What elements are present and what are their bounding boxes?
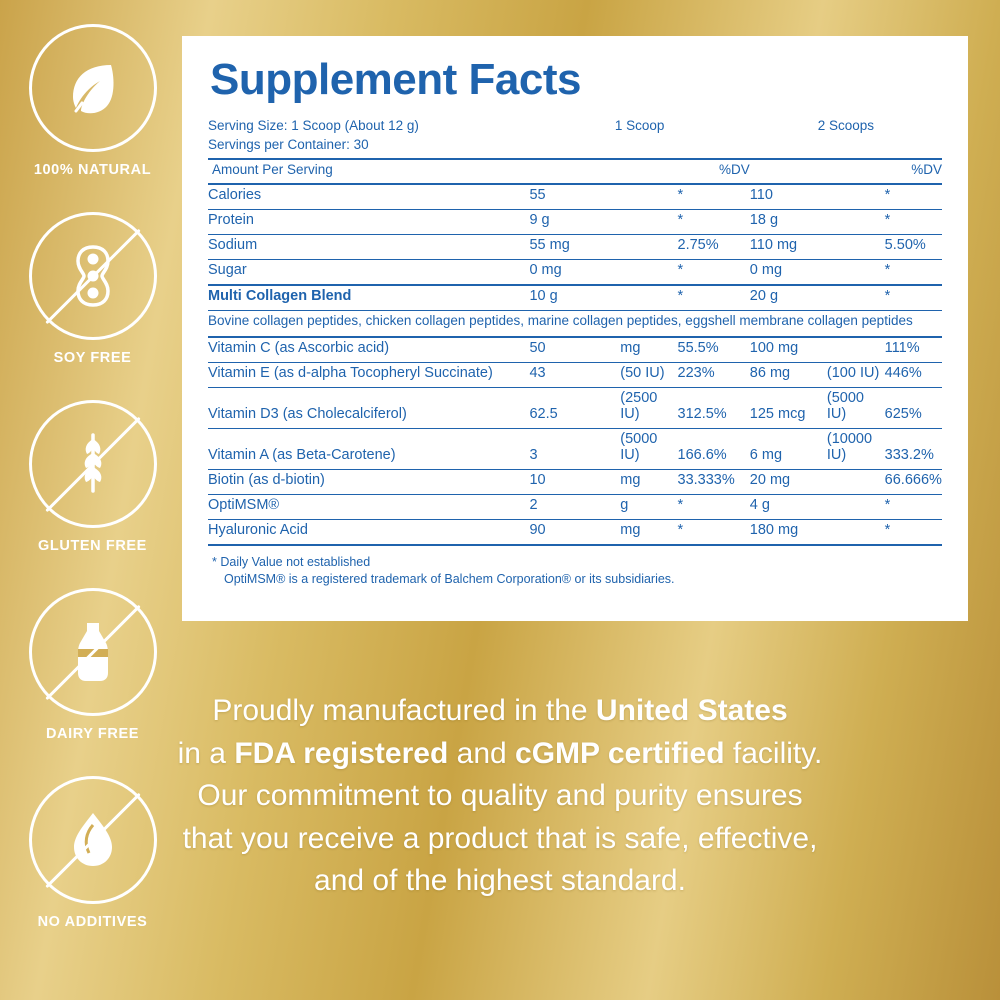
nutrient-source: (as Cholecalciferol) [282, 405, 407, 422]
footnote-dv: * Daily Value not established [212, 554, 371, 569]
nutrient-source: (as d-alpha Tocopheryl Succinate) [273, 364, 493, 381]
amount-1: 2 [529, 496, 538, 513]
amount-2: 125 mcg [749, 405, 806, 422]
header-scoop-1: 1 Scoop [614, 118, 665, 133]
dv-1: 223% [677, 364, 715, 381]
amount-1-unit: mg [620, 521, 641, 538]
blend-name: Multi Collagen Blend [208, 288, 352, 304]
badge-label: NO ADDITIVES [37, 914, 148, 930]
table-row [208, 428, 942, 465]
dv-2: 5.50% [884, 237, 926, 253]
amount-2-alt [827, 519, 885, 540]
dv-1: 2.75% [677, 237, 719, 253]
dv-1: * [677, 262, 684, 278]
table-row [208, 210, 942, 231]
amount-per-serving-row [208, 159, 942, 179]
dv-2: 66.666% [884, 471, 942, 488]
table-row [208, 184, 942, 205]
table-row [208, 387, 942, 424]
claim-line-5: and of the highest standard. [314, 864, 686, 898]
nutrient-name: Biotin [208, 471, 245, 488]
claim-united-states: United States [595, 694, 788, 727]
claim-line-1 [150, 690, 850, 733]
claim-line-4: that you receive a product that is safe, effective, [182, 821, 818, 855]
serving-size: Serving Size: 1 Scoop (About 12 g) [208, 118, 419, 133]
nutrient-name: Hyaluronic Acid [208, 521, 308, 538]
badge-ring [29, 776, 157, 904]
badge-label: 100% NATURAL [33, 162, 152, 178]
blend-description: Bovine collagen peptides, chicken collagen peptides, marine collagen peptides, eggshell membrane collagen peptides [208, 313, 913, 328]
amount-1-alt: (5000 IU) [620, 430, 658, 463]
amount-2: 0 mg [749, 262, 783, 278]
amount-2-alt [827, 469, 885, 490]
amount-2: 110 [749, 187, 773, 203]
amount-1: 10 [529, 471, 546, 488]
claim-line-2 [150, 733, 850, 776]
amount-2: 6 mg [749, 446, 783, 463]
table-row [208, 494, 942, 515]
table-row-blend [208, 285, 942, 306]
dv-1: * [677, 496, 684, 513]
amount-1: 43 [529, 364, 546, 381]
dv-2: * [884, 496, 891, 513]
badge-ring [29, 588, 157, 716]
claim-line-2a: in a [177, 736, 235, 770]
amount-1: 62.5 [529, 405, 558, 422]
serving-size-row [208, 116, 942, 135]
dv-2: * [884, 187, 891, 203]
amount-2-alt: (10000 IU) [826, 430, 873, 463]
amount-2-alt: (5000 IU) [826, 389, 864, 422]
dv-1: * [677, 187, 684, 203]
nutrient-name: OptiMSM® [208, 496, 280, 513]
amount-2: 4 g [749, 496, 770, 513]
header-scoop-2: 2 Scoops [817, 118, 875, 133]
dv-header-1: %DV [719, 162, 750, 177]
amount-2-alt [827, 494, 885, 515]
amount-2-alt: (100 IU) [826, 364, 880, 381]
amount-2: 180 mg [749, 521, 799, 538]
dv-1: 166.6% [677, 446, 727, 463]
claim-cgmp: cGMP certified [515, 736, 725, 770]
manufacturing-claim [150, 690, 850, 903]
badge-soy-free [0, 212, 185, 400]
amount-1-alt: (2500 IU) [620, 389, 658, 422]
servings-per-container-row [208, 135, 942, 154]
badge-gluten-free [0, 400, 185, 588]
badge-label: GLUTEN FREE [38, 538, 147, 554]
dv-header-2: %DV [911, 162, 942, 177]
amount-1: 50 [529, 339, 546, 356]
dv-2: 446% [884, 364, 922, 381]
amount-2: 110 mg [749, 237, 798, 253]
page-title: Supplement Facts [210, 55, 581, 104]
nutrient-name: Protein [208, 212, 254, 228]
nutrient-name: Sugar [208, 262, 247, 278]
amount-1-unit: mg [620, 471, 641, 488]
badge-ring [29, 400, 157, 528]
dv-1: 312.5% [677, 405, 727, 422]
table-row [208, 519, 942, 540]
nutrient-name: Vitamin C [208, 339, 271, 356]
claim-line-2e: facility. [724, 736, 823, 770]
nutrient-name: Vitamin A [208, 446, 269, 463]
dv-1: 55.5% [677, 339, 719, 356]
footnote-trademark: OptiMSM® is a registered trademark of Balchem Corporation® or its subsidiaries. [224, 571, 675, 586]
dv-1: 33.333% [677, 471, 735, 488]
badge-label: DAIRY FREE [45, 726, 139, 742]
amount-2: 20 mg [749, 471, 791, 488]
table-row [208, 469, 942, 490]
nutrient-source: (as d-biotin) [248, 471, 325, 488]
amount-2: 86 mg [749, 364, 791, 381]
supplement-facts-panel [182, 36, 968, 621]
claim-line-2c: and [448, 736, 516, 770]
nutrient-source: (as Beta-Carotene) [272, 446, 396, 463]
dv-2: * [884, 521, 891, 538]
dv-2: * [884, 262, 891, 278]
amount-1-unit: mg [620, 339, 641, 356]
amount-2: 100 mg [749, 339, 799, 356]
dv-2: * [884, 212, 891, 228]
leaf-icon [56, 51, 130, 125]
badge-ring [29, 24, 157, 152]
nutrient-name: Vitamin E [208, 364, 270, 381]
amount-1: 9 g [529, 212, 550, 228]
amount-2-alt [827, 337, 885, 358]
blend-dv-1: * [677, 288, 684, 304]
supplement-facts-table [208, 116, 942, 546]
dv-2: 111% [884, 339, 920, 356]
amount-1: 90 [529, 521, 546, 538]
badge-natural [0, 24, 185, 212]
dv-1: * [677, 212, 684, 228]
amount-2: 18 g [749, 212, 779, 228]
amount-1: 0 mg [529, 262, 562, 278]
amount-1-unit: g [620, 496, 629, 513]
claim-fda: FDA registered [234, 736, 449, 770]
servings-per-container: Servings per Container: 30 [208, 137, 369, 152]
blend-dv-2: * [884, 288, 891, 304]
dv-2: 625% [884, 405, 922, 422]
amount-1: 55 [529, 187, 546, 203]
nutrient-source: (as Ascorbic acid) [274, 339, 390, 356]
table-row [208, 260, 942, 281]
table-row [208, 235, 942, 256]
claim-line-1a: Proudly manufactured in the [212, 694, 596, 727]
nutrient-name: Sodium [208, 237, 258, 253]
amount-1-alt: (50 IU) [620, 364, 665, 381]
table-row [208, 337, 942, 358]
badge-ring [29, 212, 157, 340]
table-row [208, 362, 942, 383]
blend-amount-1: 10 g [529, 288, 558, 304]
divider [208, 540, 942, 545]
dv-1: * [677, 521, 684, 538]
blend-amount-2: 20 g [749, 288, 779, 304]
nutrient-name: Vitamin D3 [208, 405, 279, 422]
blend-description-row [208, 311, 942, 332]
nutrient-name: Calories [208, 187, 262, 203]
dv-2: 333.2% [884, 446, 934, 463]
amount-per-serving-label: Amount Per Serving [212, 162, 333, 177]
amount-1: 55 mg [529, 237, 570, 253]
amount-1: 3 [529, 446, 538, 463]
footnotes [208, 546, 942, 588]
badge-label: SOY FREE [53, 350, 132, 366]
claim-line-3: Our commitment to quality and purity ensures [197, 779, 803, 813]
